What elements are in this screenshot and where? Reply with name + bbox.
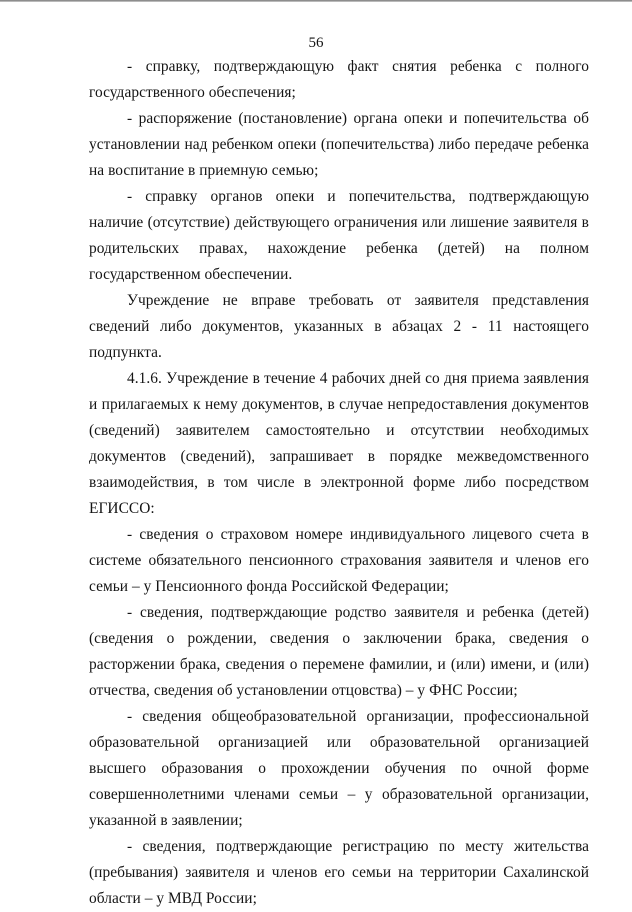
document-body: [89, 54, 589, 912]
paragraph-5: 4.1.6. Учреждение в течение 4 рабочих дней со дня приема заявления и прилагаемых к нему документов, в случае непредоставления документов (сведений) заявителем самостоятельно и отсутствии необходимых документов (сведений), запрашивает в порядке межведомственного взаимодействия, в том числе в электронной форме либо посредством ЕГИССО:: [89, 370, 589, 517]
paragraph-7: - сведения, подтверждающие родство заявителя и ребенка (детей) (сведения о рождении, сведения о заключении брака, сведения о расторжении брака, сведения о перемене фамилии, и (или) имени, и (или) отчества, сведения об установлении отцовства) – у ФНС России;: [89, 604, 589, 699]
page-number: 56: [308, 35, 324, 51]
paragraph-9: - сведения, подтверждающие регистрацию по месту жительства (пребывания) заявителя и членов его семьи на территории Сахалинской области – у МВД России;: [89, 838, 589, 907]
paragraph-3: - справку органов опеки и попечительства, подтверждающую наличие (отсутствие) действующего ограничения или лишение заявителя в родительских правах, нахождение ребенка (детей) на полном государственном обеспечении.: [89, 188, 589, 283]
scan-top-edge: [0, 0, 632, 2]
paragraph-4: Учреждение не вправе требовать от заявителя представления сведений либо документов, указанных в абзацах 2 - 11 настоящего подпункта.: [89, 292, 589, 361]
paragraph-6: - сведения о страховом номере индивидуального лицевого счета в системе обязательного пенсионного страхования заявителя и членов его семьи – у Пенсионного фонда Российской Федерации;: [89, 526, 589, 595]
paragraph-1: - справку, подтверждающую факт снятия ребенка с полного государственного обеспечения;: [89, 58, 589, 101]
paragraph-8: - сведения общеобразовательной организации, профессиональной образовательной организацией или образовательной организацией высшего образования о прохождении обучения по очной форме совершеннолетними членами семьи – у образовательной организации, указанной в заявлении;: [89, 708, 589, 829]
paragraph-2: - распоряжение (постановление) органа опеки и попечительства об установлении над ребенком опеки (попечительства) либо передаче ребенка на воспитание в приемную семью;: [89, 110, 589, 179]
